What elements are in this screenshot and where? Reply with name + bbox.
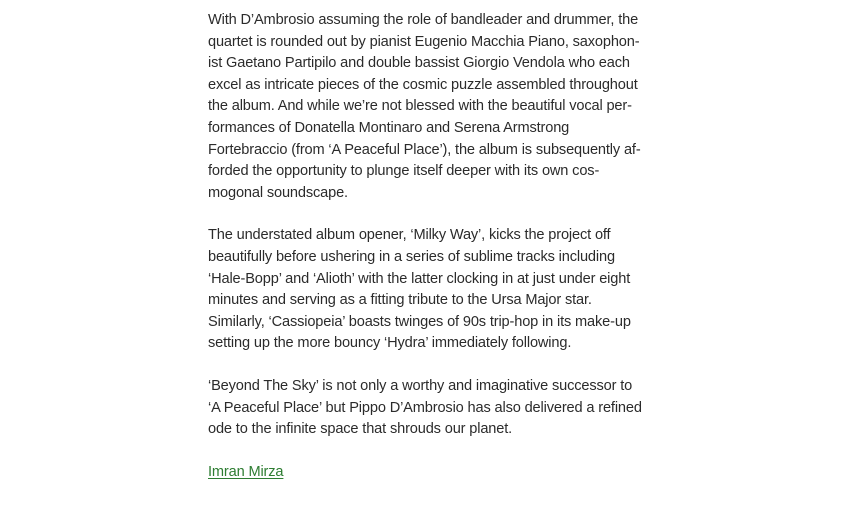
text-line: ode to the infinite space that shrouds our planet. (208, 421, 513, 438)
author-byline (208, 462, 640, 484)
text-line: setting up the more bouncy ‘Hydra’ immediately following. (208, 335, 572, 352)
paragraph-1 (208, 10, 640, 204)
text-line: ‘Hale-Bopp’ and ‘Alioth’ with the latter clocking in at just under eight (208, 270, 631, 287)
text-line: the album. And while we’re not blessed with the beautiful vocal per- (208, 98, 632, 115)
text-line: Similarly, ‘Cassiopeia’ boasts twinges of 90s trip-hop in its make-up (208, 313, 631, 330)
text-line: mogonal soundscape. (208, 184, 348, 201)
text-line: forded the opportunity to plunge itself deeper with its own cos- (208, 163, 600, 180)
article-body (208, 10, 640, 504)
text-line: ist Gaetano Partipilo and double bassist Giorgio Vendola who each (208, 55, 630, 72)
text-line: formances of Donatella Montinaro and Serena Armstrong (208, 119, 570, 136)
text-line: quartet is rounded out by pianist Eugenio Macchia Piano, saxophon- (208, 33, 640, 50)
text-line: minutes and serving as a fitting tribute to the Ursa Major star. (208, 292, 592, 309)
text-line: ‘Beyond The Sky’ is not only a worthy and imaginative successor to (208, 377, 633, 394)
text-line: ‘A Peaceful Place’ but Pippo D’Ambrosio has also delivered a refined (208, 399, 642, 416)
text-line: The understated album opener, ‘Milky Way’, kicks the project off (208, 227, 611, 244)
text-line: Fortebraccio (from ‘A Peaceful Place’), the album is subsequently af- (208, 141, 641, 158)
paragraph-3 (208, 376, 640, 441)
author-link[interactable]: Imran Mirza (208, 463, 284, 480)
paragraph-2 (208, 225, 640, 355)
text-line: With D’Ambrosio assuming the role of bandleader and drummer, the (208, 12, 639, 28)
text-line: excel as intricate pieces of the cosmic puzzle assembled throughout (208, 76, 638, 93)
text-line: beautifully before ushering in a series of sublime tracks including (208, 248, 615, 265)
